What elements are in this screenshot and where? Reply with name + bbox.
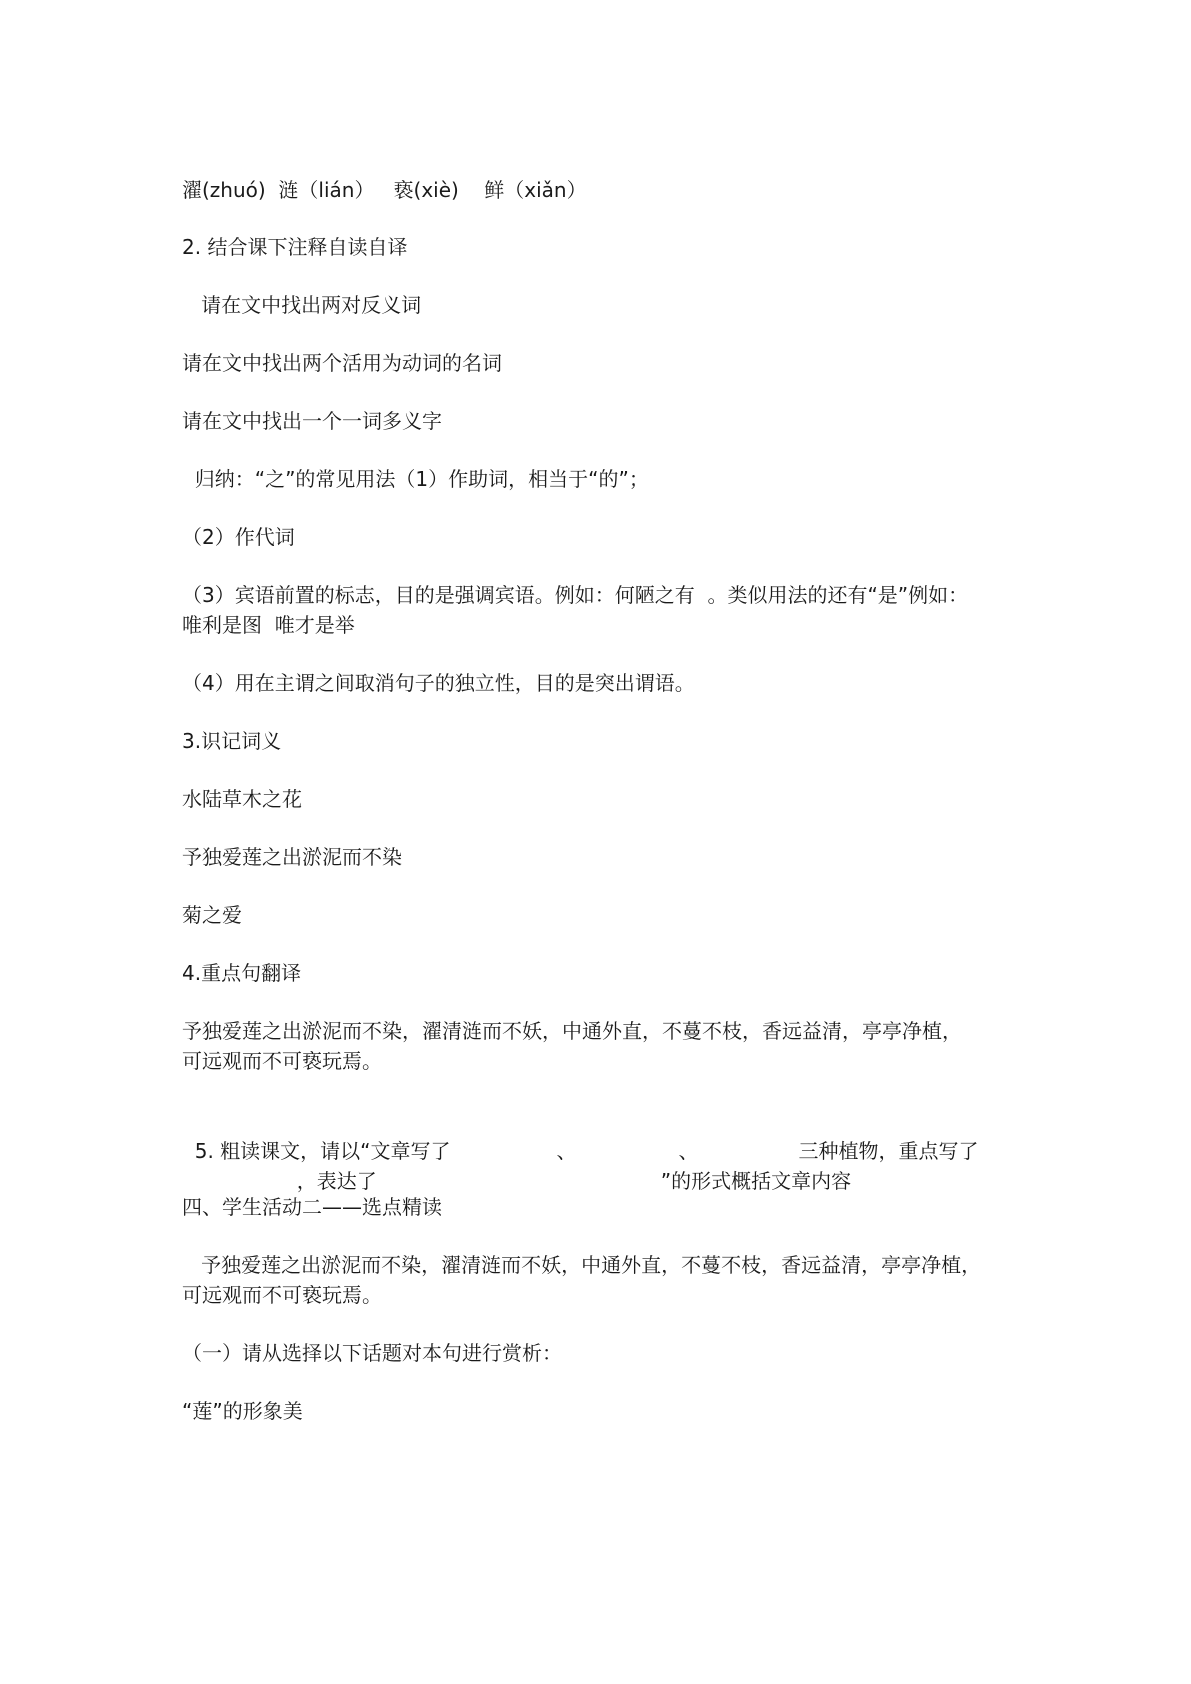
item-5-ending: ”的形式概括文章内容 bbox=[660, 1169, 852, 1193]
task-find-nouns-as-verbs: 请在文中找出两个活用为动词的名词 bbox=[182, 351, 502, 375]
task-1: （一）请从选择以下话题对本句进行赏析： bbox=[182, 1341, 562, 1365]
usage-2: （2）作代词 bbox=[182, 525, 295, 549]
item-5-line-2 bbox=[182, 1133, 1042, 1197]
pinyin-annotations: 濯(zhuó) 涟（lián） 亵(xiè) 鲜（xiǎn） bbox=[182, 178, 587, 202]
separator: 、 bbox=[556, 1139, 577, 1163]
usage-4: （4）用在主谓之间取消句子的独立性，目的是突出谓语。 bbox=[182, 671, 695, 695]
summary-zhi-usage: 归纳：“之”的常见用法（1）作助词，相当于“的”； bbox=[182, 467, 649, 491]
usage-3-line-2: 唯利是图 唯才是举 bbox=[182, 613, 355, 637]
translation-sentence-line-2: 可远观而不可亵玩焉。 bbox=[182, 1049, 382, 1073]
item-4-heading: 4.重点句翻译 bbox=[182, 961, 302, 985]
item-5-express: ，表达了 bbox=[296, 1169, 377, 1193]
vocab-1: 水陆草木之花 bbox=[182, 787, 302, 811]
item-5-prompt-cont: 三种植物，重点写了 bbox=[798, 1139, 979, 1163]
vocab-2: 予独爱莲之出淤泥而不染 bbox=[182, 845, 402, 869]
topic-1: “莲”的形象美 bbox=[182, 1399, 303, 1423]
separator: 、 bbox=[678, 1139, 699, 1163]
item-2-heading: 2. 结合课下注释自读自译 bbox=[182, 235, 408, 259]
usage-3-line-1: （3）宾语前置的标志，目的是强调宾语。例如：何陋之有 。类似用法的还有“是”例如： bbox=[182, 583, 969, 607]
item-3-heading: 3.识记词义 bbox=[182, 729, 282, 753]
passage-line-2: 可远观而不可亵玩焉。 bbox=[182, 1283, 382, 1307]
task-find-antonyms: 请在文中找出两对反义词 bbox=[182, 293, 422, 317]
translation-sentence-line-1: 予独爱莲之出淤泥而不染，濯清涟而不妖，中通外直，不蔓不枝，香远益清，亭亭净植， bbox=[182, 1019, 962, 1043]
section-4-heading: 四、学生活动二——选点精读 bbox=[182, 1195, 442, 1219]
item-5-prompt: 5. 粗读课文，请以“文章写了 bbox=[194, 1139, 451, 1163]
passage-line-1: 予独爱莲之出淤泥而不染，濯清涟而不妖，中通外直，不蔓不枝，香远益清，亭亭净植， bbox=[182, 1253, 982, 1277]
task-find-polysemy: 请在文中找出一个一词多义字 bbox=[182, 409, 442, 433]
vocab-3: 菊之爱 bbox=[182, 903, 242, 927]
